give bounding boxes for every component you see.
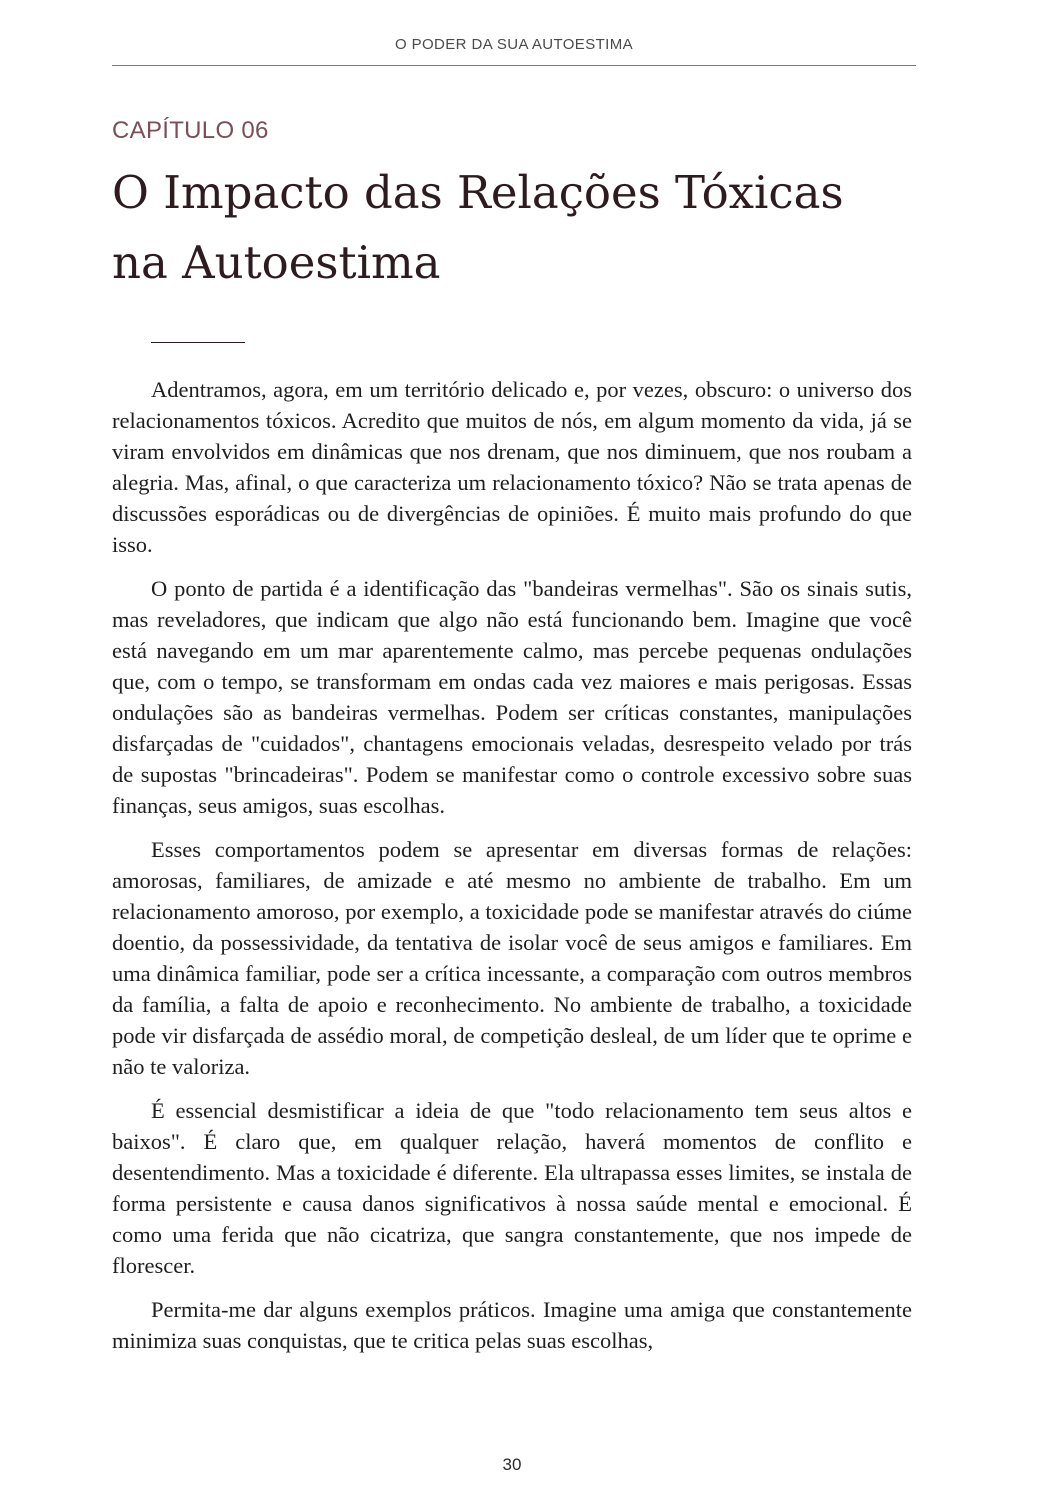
chapter-label: CAPÍTULO 06 <box>112 117 269 144</box>
paragraph: Adentramos, agora, em um território delicado e, por vezes, obscuro: o universo dos relacionamentos tóxicos. Acredito que muitos de nós, em algum momento da vida, já se viram envolvidos em dinâmicas que nos drenam, que nos diminuem, que nos roubam a alegria. Mas, afinal, o que caracteriza um relacionamento tóxico? Não se trata apenas de discussões esporádicas ou de divergências de opiniões. É muito mais profundo do que isso. <box>112 377 912 557</box>
running-header: O PODER DA SUA AUTOESTIMA <box>394 36 634 53</box>
chapter-body <box>112 374 912 1369</box>
title-divider <box>151 342 245 343</box>
page-number: 30 <box>502 1455 522 1474</box>
header-divider <box>112 65 916 66</box>
paragraph: O ponto de partida é a identificação das "bandeiras vermelhas". São os sinais sutis, mas reveladores, que indicam que algo não está funcionando bem. Imagine que você está navegando em um mar aparentemente calmo, mas percebe pequenas ondulações que, com o tempo, se transformam em ondas cada vez maiores e mais perigosas. Essas ondulações são as bandeiras vermelhas. Podem ser críticas constantes, manipulações disfarçadas de "cuidados", chantagens emocionais veladas, desrespeito velado por trás de supostas "brincadeiras". Podem se manifestar como o controle excessivo sobre suas finanças, seus amigos, suas escolhas. <box>112 576 912 818</box>
paragraph: Esses comportamentos podem se apresentar em diversas formas de relações: amorosas, familiares, de amizade e até mesmo no ambiente de trabalho. Em um relacionamento amoroso, por exemplo, a toxicidade pode se manifestar através do ciúme doentio, da possessividade, da tentativa de isolar você de seus amigos e familiares. Em uma dinâmica familiar, pode ser a crítica incessante, a comparação com outros membros da família, a falta de apoio e reconhecimento. No ambiente de trabalho, a toxicidade pode vir disfarçada de assédio moral, de competição desleal, de um líder que te oprime e não te valoriza. <box>112 837 912 1079</box>
paragraph: É essencial desmistificar a ideia de que "todo relacionamento tem seus altos e baixos". É claro que, em qualquer relação, haverá momentos de conflito e desentendimento. Mas a toxicidade é diferente. Ela ultrapassa esses limites, se instala de forma persistente e causa danos significativos à nossa saúde mental e emocional. É como uma ferida que não cicatriza, que sangra constantemente, que nos impede de florescer. <box>112 1098 912 1278</box>
paragraph: Permita-me dar alguns exemplos práticos. Imagine uma amiga que constantemente minimiza suas conquistas, que te critica pelas suas escolhas, <box>112 1297 912 1353</box>
chapter-title: O Impacto das Relações Tóxicas na Autoestima <box>112 166 844 289</box>
